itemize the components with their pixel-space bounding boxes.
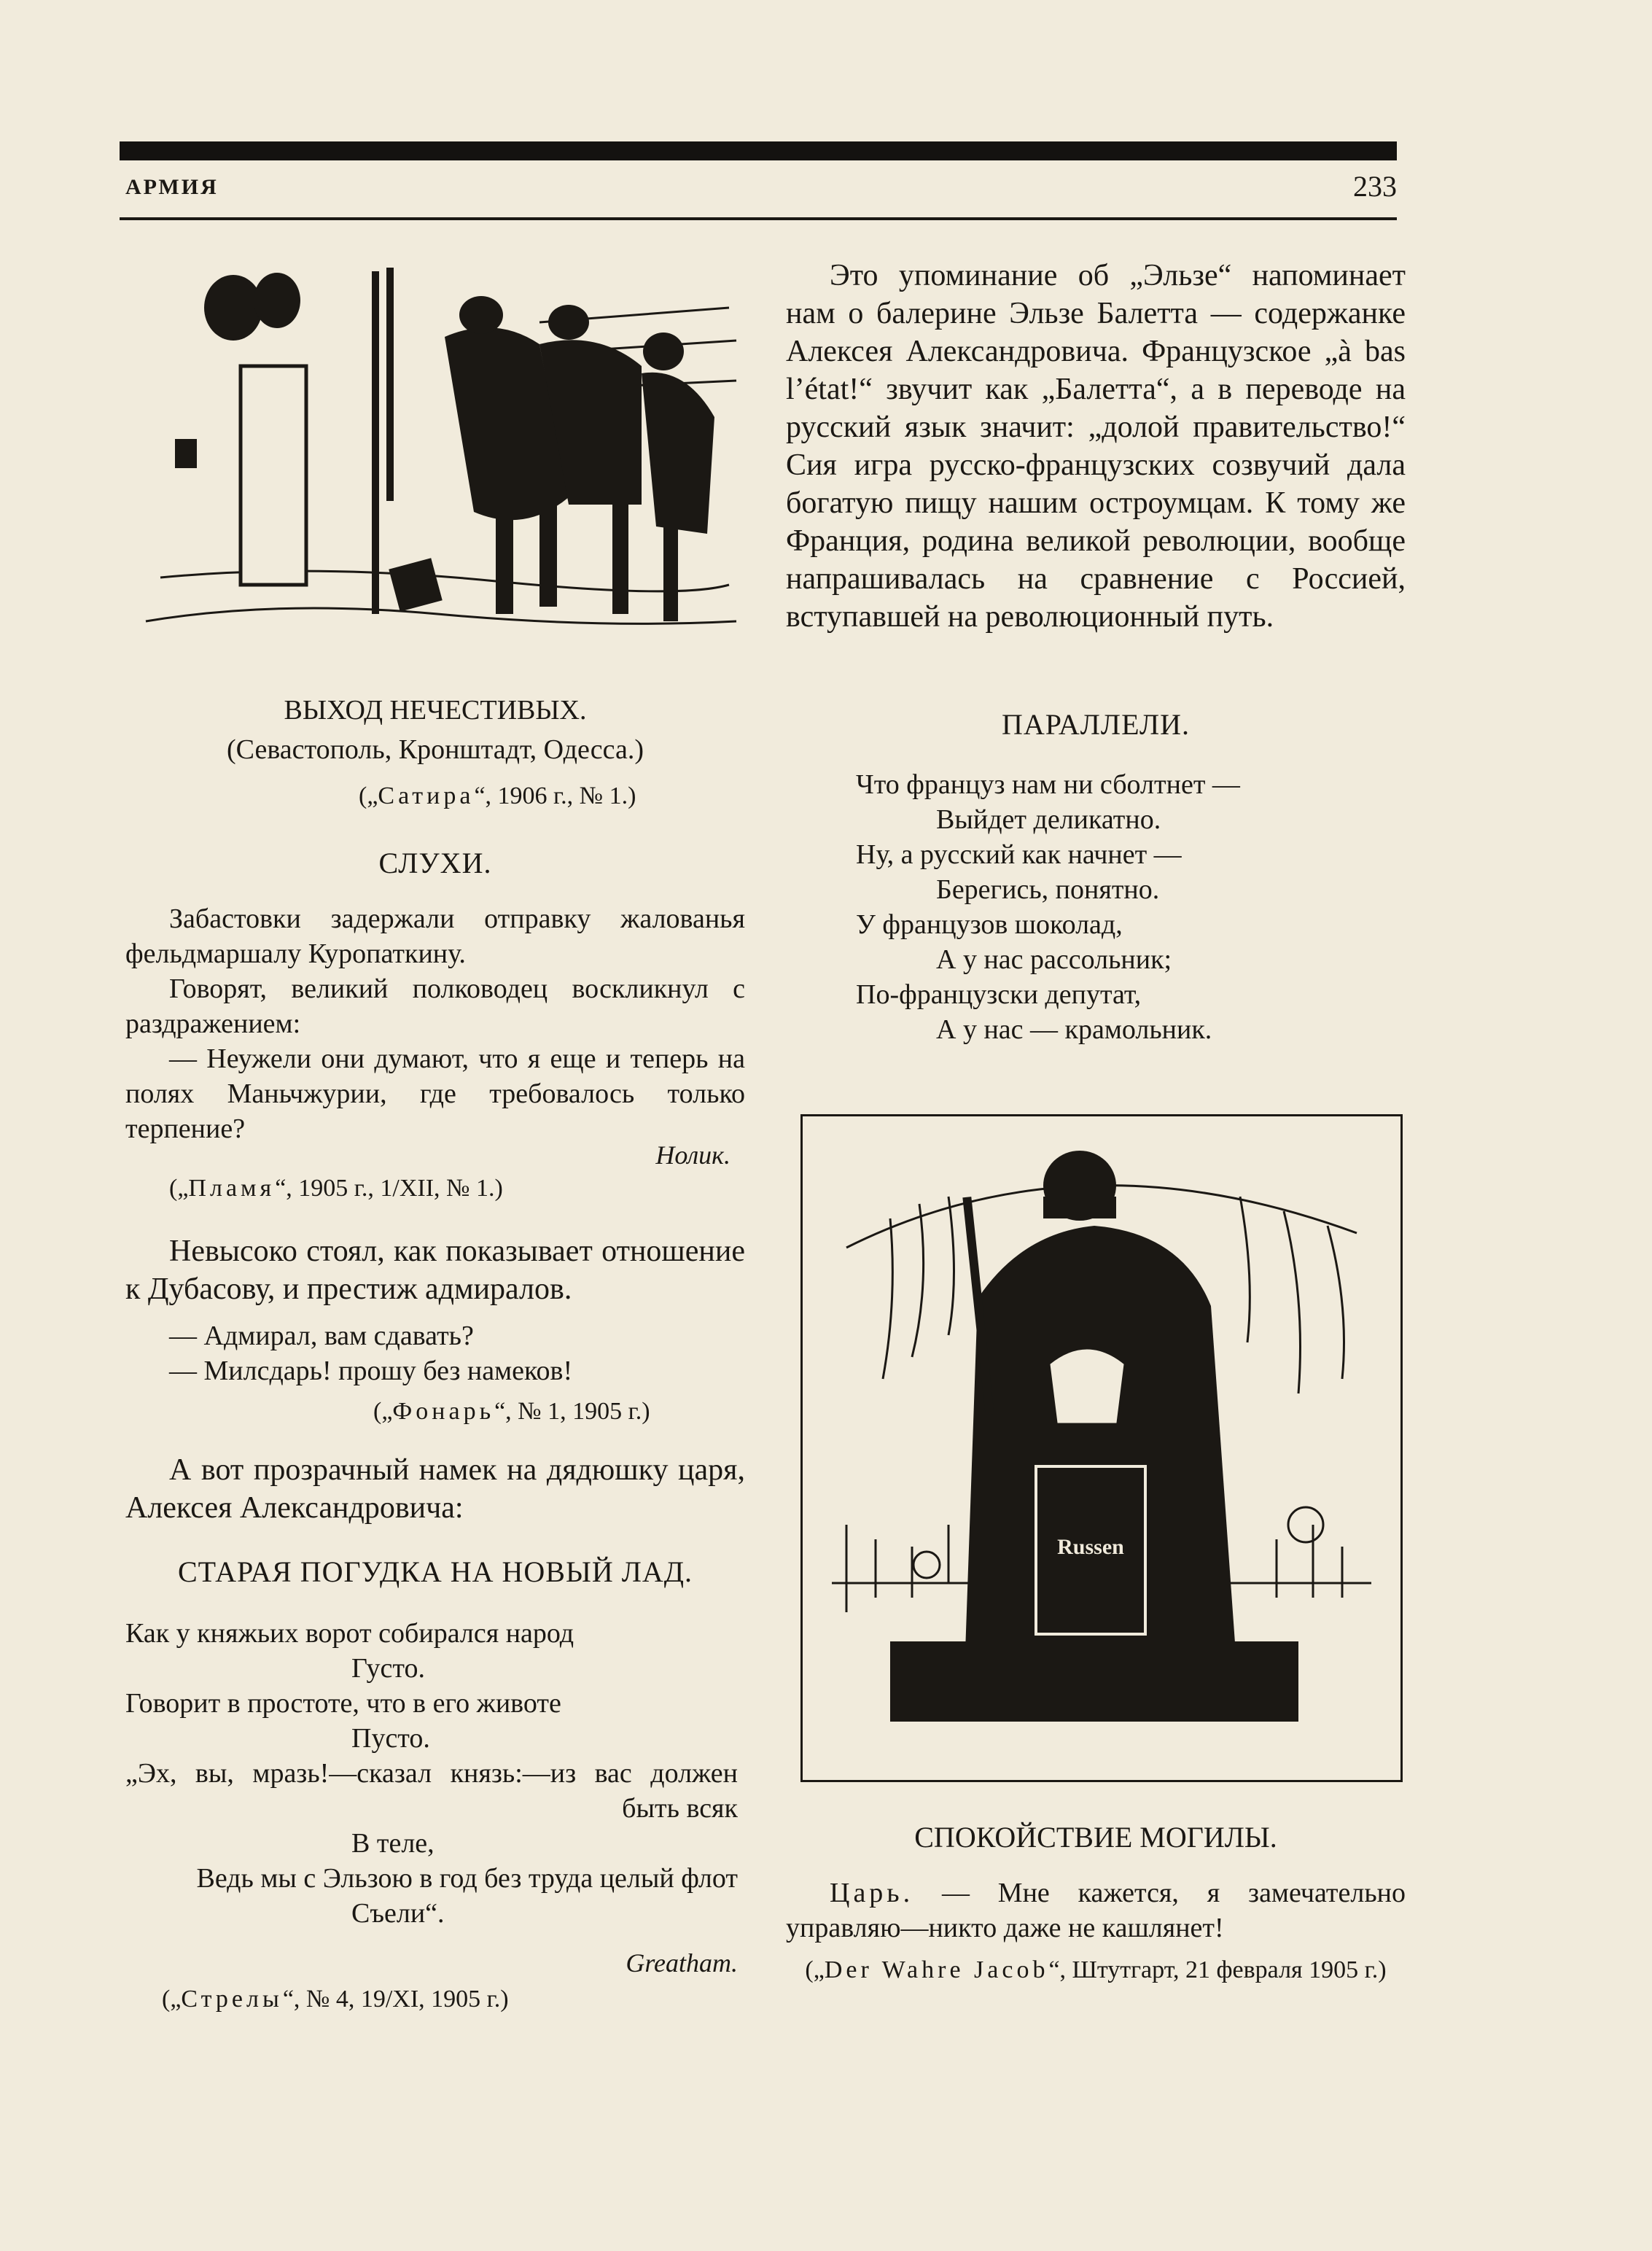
illustration-caption-2: СПОКОЙСТВИЕ МОГИЛЫ. <box>914 1821 1277 1854</box>
poem-line: В теле, <box>351 1828 435 1859</box>
intro-paragraph: Это упоминание об „Эльзе“ напоминает нам о балерине Эльзе Балетта — содержанке Алексея Александровича. Французское „à bas l’état!“ звучит как „Балетта“, а в переводе на русский язык значит: „долой правительство!“ Сия игра русско-французских созвучий дала богатую пищу нашим остроумцам. К тому же Франция, родина великой революции, вообще напрашивалась на сравнение с Россией, вступавшей на революционный путь. <box>786 259 1406 634</box>
admirals-dialog-2: — Милсдарь! прошу без намеков! <box>169 1356 573 1386</box>
admirals-paragraph: Невысоко стоял, как показывает отношение к Дубасову, и престиж адмиралов. <box>125 1235 745 1306</box>
poem-line: Ну, а русский как начнет — <box>856 839 1182 870</box>
poem-line: Что француз нам ни сболтнет — <box>856 769 1240 800</box>
poem-line: А у нас — крамольник. <box>936 1014 1212 1045</box>
poem-line: У французов шоколад, <box>856 909 1123 940</box>
poem-line: Пусто. <box>351 1723 430 1754</box>
poem-title: СТАРАЯ ПОГУДКА НА НОВЫЙ ЛАД. <box>177 1555 693 1588</box>
illustration-caption: ВЫХОД НЕЧЕСТИВЫХ. <box>284 695 587 726</box>
page-number: 233 <box>1353 170 1397 203</box>
rumors-paragraph-2: Говорят, великий полководец воскликнул с раздражением: <box>125 973 745 1039</box>
speaker: Царь. <box>830 1878 914 1908</box>
poem-line: Выйдет деликатно. <box>936 804 1161 835</box>
illustration-calm-of-the-grave <box>800 1114 1403 1782</box>
poem-source: („Стрелы“, № 4, 19/XI, 1905 г.) <box>162 1986 509 2013</box>
poem-line: По-французски депутат, <box>856 979 1142 1010</box>
poem-line: Говорит в простоте, что в его животе <box>125 1688 561 1719</box>
parallels-title: ПАРАЛЛЕЛИ. <box>1002 708 1190 741</box>
poem-line: Как у княжьих ворот собирался народ <box>125 1618 574 1649</box>
poem-line: Съели“. <box>351 1898 445 1929</box>
poem <box>125 1616 745 1931</box>
poem-line: „Эх, вы, мразь!—сказал князь:—из вас должен быть всяк <box>125 1758 738 1824</box>
illustration-source-2: („Der Wahre Jacob“, Штутгарт, 21 февраля 1905 г.) <box>805 1956 1387 1983</box>
rumors-paragraph-1: Забастовки задержали отправку жалованья фельдмаршалу Куропаткину. <box>125 903 745 969</box>
admirals-dialog-1: — Адмирал, вам сдавать? <box>169 1321 474 1351</box>
poem-line: А у нас рассольник; <box>936 944 1172 975</box>
hint-paragraph: А вот прозрачный намек на дядюшку царя, Алексея Александровича: <box>125 1453 745 1525</box>
rumors-source: („Пламя“, 1905 г., 1/XII, № 1.) <box>169 1175 503 1202</box>
tombstone-inscription: Russen <box>1057 1535 1124 1559</box>
illustration-subcaption: (Севастополь, Кронштадт, Одесса.) <box>226 734 644 765</box>
illustration-source: („Сатира“, 1906 г., № 1.) <box>359 782 636 809</box>
header-rule <box>120 217 1397 220</box>
section-title: АРМИЯ <box>125 175 219 199</box>
rumors-author: Нолик. <box>655 1140 730 1170</box>
rumors-paragraph-3: — Неужели они думают, что я еще и теперь на полях Маньчжурии, где требовалось только терпение? <box>125 1043 745 1144</box>
admirals-source: („Фонарь“, № 1, 1905 г.) <box>373 1398 650 1425</box>
parallels-poem <box>786 767 1406 1047</box>
top-rule <box>120 141 1397 160</box>
poem-line: Ведь мы с Эльзою в год без труда целый флот <box>196 1863 738 1894</box>
poem-line: Берегись, понятно. <box>936 874 1160 905</box>
poem-author: Greatham. <box>626 1948 738 1978</box>
rumors-title: СЛУХИ. <box>378 847 492 879</box>
poem-line: Густо. <box>351 1653 425 1684</box>
illustration-speech: Царь. — Мне кажется, я замечательно управляю—никто даже не кашлянет! <box>786 1878 1406 1943</box>
illustration-exit-of-the-wicked <box>131 257 744 643</box>
